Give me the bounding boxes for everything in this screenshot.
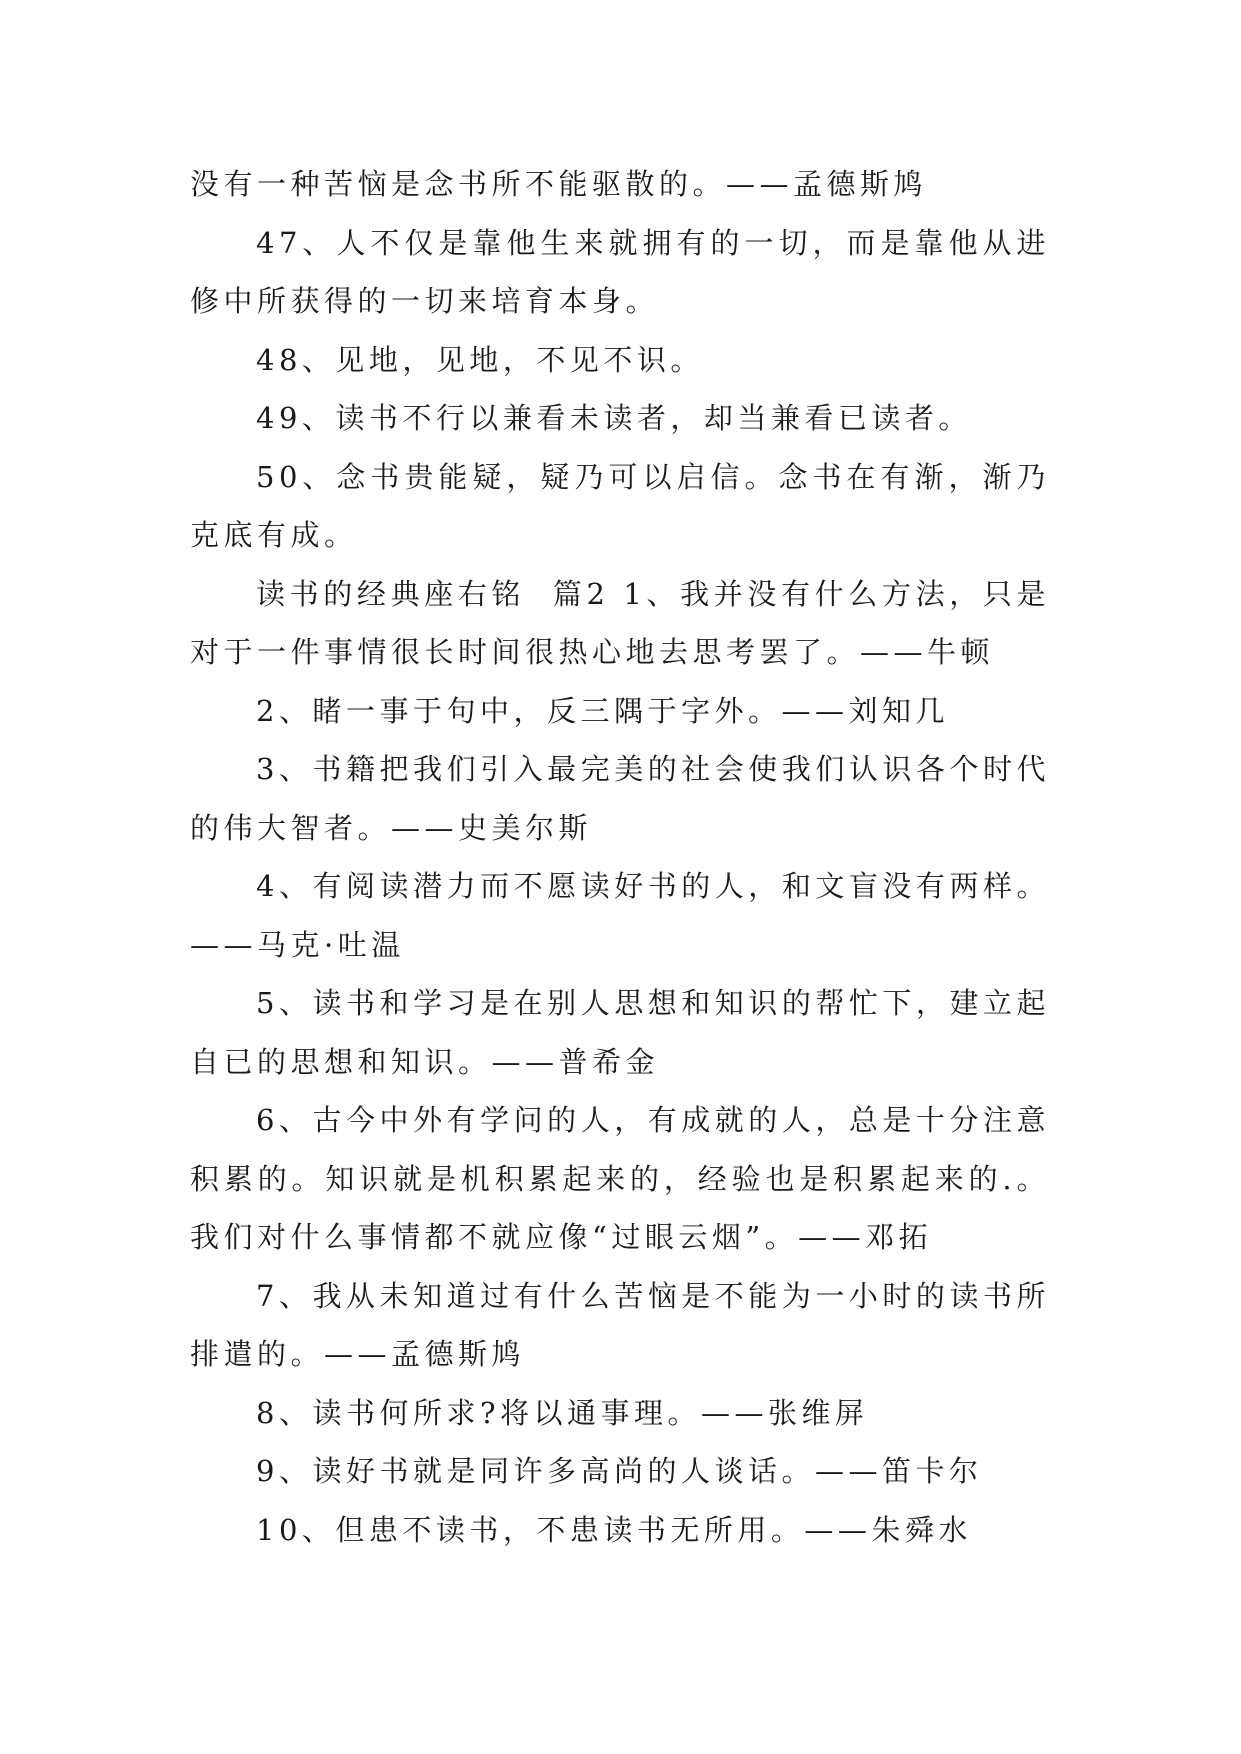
paragraph-continuation: 没有一种苦恼是念书所不能驱散的。——孟德斯鸠 [190,167,928,201]
quote-item-3: 3、书籍把我们引入最完美的社会使我们认识各个时代的伟大智者。——史美尔斯 [190,752,1050,845]
quote-item-4: 4、有阅读潜力而不愿读好书的人，和文盲没有两样。——马克·吐温 [190,869,1050,962]
quote-item-8: 8、读书何所求?将以通事理。——张维屏 [256,1395,869,1430]
quote-item-7: 7、我从未知道过有什么苦恼是不能为一小时的读书所排遣的。——孟德斯鸠 [190,1278,1050,1371]
quote-item-1: 1、我并没有什么方法，只是对于一件事情很长时间很热心地去思考罢了。——牛顿 [190,576,1051,669]
quote-item-10: 10、但患不读书，不患读书无所用。——朱舜水 [256,1512,972,1547]
document-body [190,155,1050,1559]
section-spacer [609,577,623,611]
quote-item-49: 49、读书不行以兼看未读者，却当兼看已读者。 [256,401,972,435]
quote-item-5: 5、读书和学习是在别人思想和知识的帮忙下，建立起自已的思想和知识。——普希金 [190,986,1050,1079]
section-paragraph [190,565,1050,682]
quote-item-6: 6、古今中外有学问的人，有成就的人，总是十分注意积累的。知识就是机积累起来的，经验也是积累起来的.。我们对什么事情都不就应像“过眼云烟”。——邓拓 [190,1103,1050,1254]
section-title: 读书的经典座右铭 篇2 [256,576,610,611]
quote-item-47: 47、人不仅是靠他生来就拥有的一切，而是靠他从进修中所获得的一切来培育本身。 [190,225,1050,318]
quote-item-9: 9、读好书就是同许多高尚的人谈话。——笛卡尔 [256,1454,983,1488]
quote-item-50: 50、念书贵能疑，疑乃可以启信。念书在有渐，渐乃克底有成。 [190,459,1050,552]
quote-item-2: 2、睹一事于句中，反三隅于字外。——刘知几 [256,693,949,728]
quote-item-48: 48、见地，见地，不见不识。 [256,342,704,377]
